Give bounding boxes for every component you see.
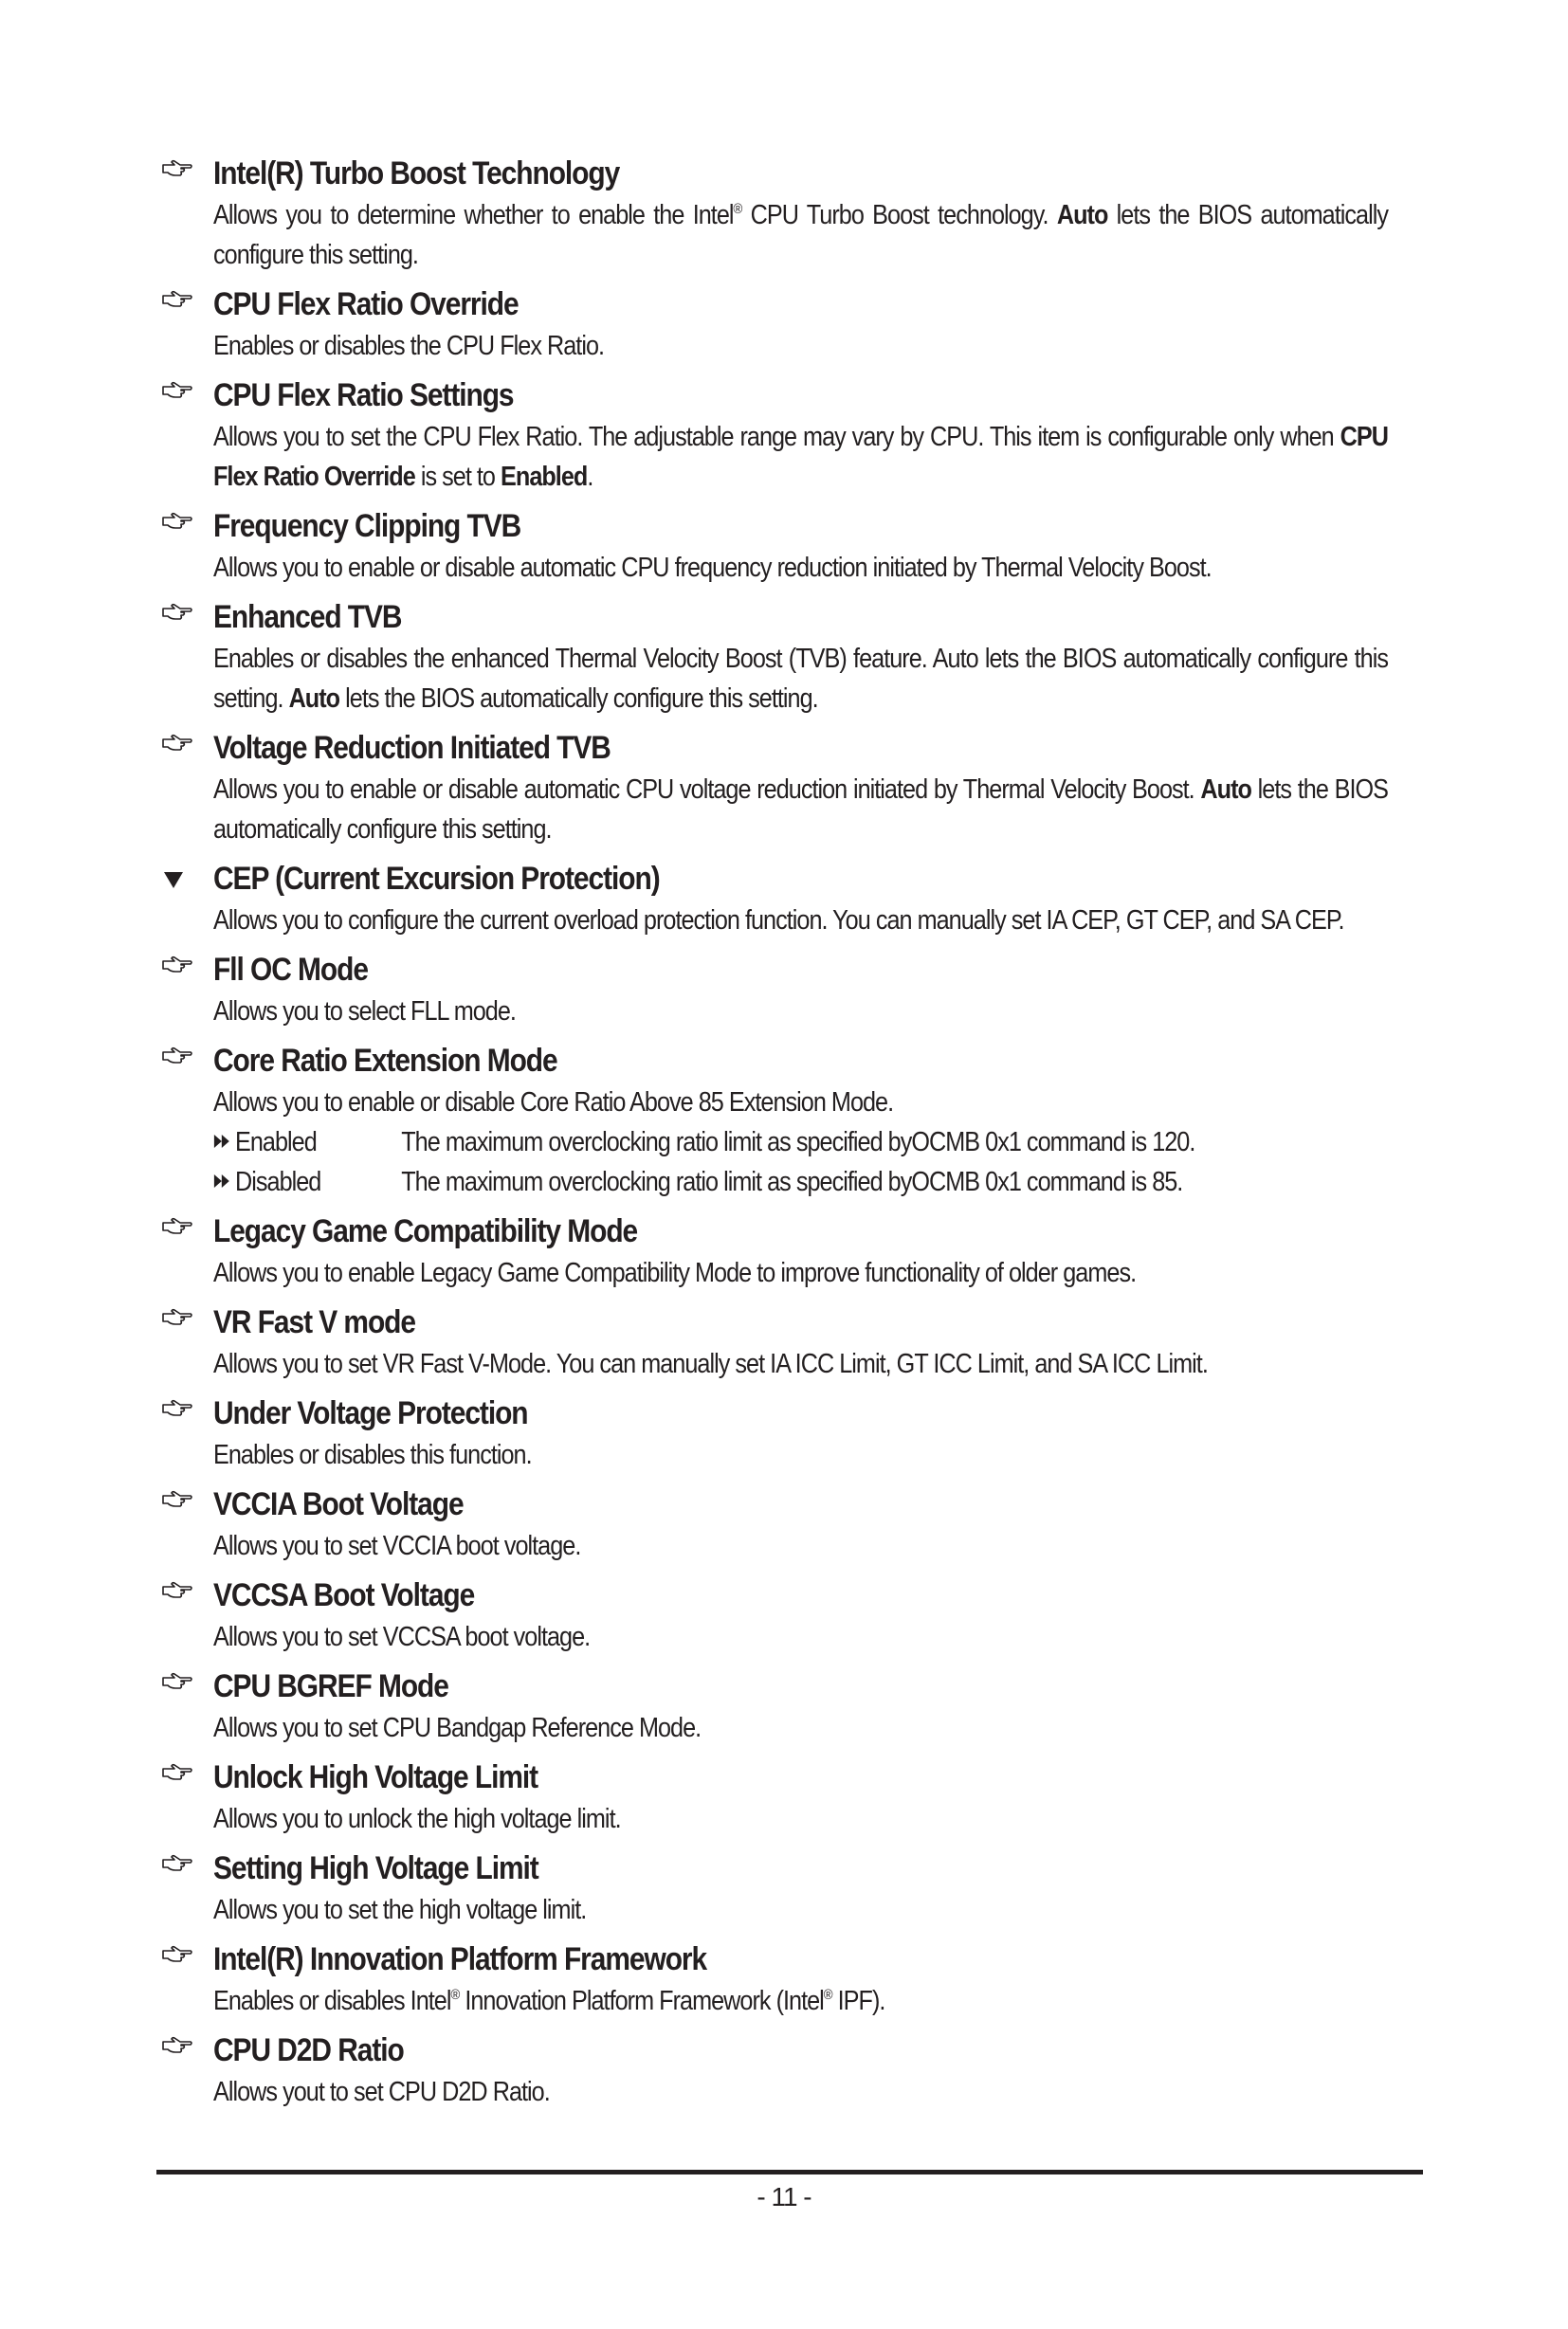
pointing-hand-icon	[161, 603, 195, 631]
setting-description: Allows you to set the high voltage limit.	[213, 1895, 587, 1925]
page-number: - 11 -	[757, 2182, 811, 2211]
setting-entry	[152, 857, 1422, 940]
setting-entry	[152, 152, 1422, 275]
setting-description: Allows you to set VR Fast V-Mode. You can manually set IA ICC Limit, GT ICC Limit, and SA ICC Limit.	[213, 1349, 1208, 1379]
triangle-down-icon	[163, 870, 197, 899]
setting-entry	[152, 1574, 1422, 1657]
setting-title: Setting High Voltage Limit	[213, 1850, 538, 1886]
pointing-hand-icon	[161, 1490, 195, 1519]
pointing-hand-icon	[161, 381, 195, 409]
setting-entry	[152, 948, 1422, 1031]
footer-rule	[156, 2170, 1423, 2174]
setting-title: Legacy Game Compatibility Mode	[213, 1213, 638, 1249]
setting-description: Allows you to set VCCSA boot voltage.	[213, 1622, 591, 1652]
pointing-hand-icon	[161, 1217, 195, 1246]
pointing-hand-icon	[161, 1581, 195, 1610]
setting-title: VCCSA Boot Voltage	[213, 1577, 475, 1613]
setting-entry	[152, 726, 1422, 849]
setting-title: CPU Flex Ratio Settings	[213, 377, 514, 413]
setting-title: Fll OC Mode	[213, 952, 368, 988]
setting-entry	[152, 1210, 1422, 1293]
pointing-hand-icon	[161, 2036, 195, 2065]
setting-title: Core Ratio Extension Mode	[213, 1043, 557, 1079]
pointing-hand-icon	[161, 512, 195, 540]
setting-entry	[152, 595, 1422, 719]
option-name: Enabled	[235, 1127, 317, 1157]
option-description: The maximum overclocking ratio limit as specified byOCMB 0x1 command is 120.	[401, 1127, 1195, 1157]
setting-description: Enables or disables the enhanced Thermal Velocity Boost (TVB) feature. Auto lets the BIOS automatically configure this setting. Auto lets the BIOS automatically configure this setting.	[213, 644, 1388, 714]
setting-description: Enables or disables Intel® Innovation Platform Framework (Intel® IPF).	[213, 1986, 885, 2016]
double-arrow-icon	[213, 1162, 235, 1202]
setting-entry	[152, 1756, 1422, 1839]
pointing-hand-icon	[161, 734, 195, 762]
pointing-hand-icon	[161, 1763, 195, 1792]
setting-title: CPU D2D Ratio	[213, 2032, 404, 2068]
setting-title: Intel(R) Innovation Platform Framework	[213, 1941, 707, 1977]
setting-title: CPU BGREF Mode	[213, 1668, 448, 1704]
setting-title: VCCIA Boot Voltage	[213, 1486, 464, 1522]
option-row	[213, 1162, 1472, 1202]
double-arrow-icon	[213, 1122, 235, 1162]
pointing-hand-icon	[161, 1945, 195, 1974]
setting-entry	[152, 1665, 1422, 1748]
setting-description: Enables or disables this function.	[213, 1440, 532, 1470]
option-description: The maximum overclocking ratio limit as specified byOCMB 0x1 command is 85.	[401, 1167, 1183, 1197]
option-row	[213, 1122, 1472, 1162]
setting-title: CPU Flex Ratio Override	[213, 286, 519, 322]
pointing-hand-icon	[161, 1046, 195, 1075]
pointing-hand-icon	[161, 1854, 195, 1883]
setting-description: Allows you to enable or disable automatic CPU frequency reduction initiated by Thermal Velocity Boost.	[213, 553, 1212, 583]
pointing-hand-icon	[161, 955, 195, 984]
setting-description: Allows you to enable Legacy Game Compatibility Mode to improve functionality of older games.	[213, 1258, 1137, 1288]
setting-description: Allows you to set VCCIA boot voltage.	[213, 1531, 581, 1561]
setting-title: Voltage Reduction Initiated TVB	[213, 730, 611, 766]
pointing-hand-icon	[161, 159, 195, 188]
setting-title: Enhanced TVB	[213, 599, 402, 635]
bios-settings-list	[152, 152, 1422, 2120]
setting-entry	[152, 1483, 1422, 1566]
setting-entry	[152, 1938, 1422, 2021]
setting-title: VR Fast V mode	[213, 1304, 416, 1340]
setting-entry	[152, 282, 1422, 366]
setting-title: Intel(R) Turbo Boost Technology	[213, 155, 620, 191]
pointing-hand-icon	[161, 290, 195, 318]
pointing-hand-icon	[161, 1308, 195, 1337]
option-name: Disabled	[235, 1167, 321, 1197]
setting-entry	[152, 2029, 1422, 2112]
setting-description: Allows you to unlock the high voltage limit.	[213, 1804, 621, 1834]
setting-entry	[152, 504, 1422, 588]
setting-title: Under Voltage Protection	[213, 1395, 528, 1431]
setting-entry	[152, 1847, 1422, 1930]
setting-title: Unlock High Voltage Limit	[213, 1759, 538, 1795]
setting-description: Allows you to enable or disable Core Ratio Above 85 Extension Mode.	[213, 1087, 894, 1118]
pointing-hand-icon	[161, 1672, 195, 1701]
setting-entry	[152, 373, 1422, 497]
setting-entry	[152, 1301, 1422, 1384]
setting-description: Allows you to select FLL mode.	[213, 996, 516, 1027]
setting-description: Enables or disables the CPU Flex Ratio.	[213, 331, 605, 361]
setting-description: Allows you to configure the current overload protection function. You can manually set IA CEP, GT CEP, and SA CEP.	[213, 905, 1344, 936]
setting-description: Allows yout to set CPU D2D Ratio.	[213, 2077, 550, 2107]
setting-description: Allows you to set the CPU Flex Ratio. The adjustable range may vary by CPU. This item is configurable only when CPU Flex Ratio Override is set to Enabled.	[213, 422, 1388, 492]
setting-title: Frequency Clipping TVB	[213, 508, 521, 544]
setting-description: Allows you to determine whether to enable the Intel® CPU Turbo Boost technology. Auto lets the BIOS automatically configure this setting.	[213, 200, 1388, 270]
pointing-hand-icon	[161, 1399, 195, 1428]
setting-title: CEP (Current Excursion Protection)	[213, 861, 660, 897]
setting-description: Allows you to set CPU Bandgap Reference Mode.	[213, 1713, 702, 1743]
setting-entry	[152, 1392, 1422, 1475]
setting-entry	[152, 1039, 1422, 1202]
setting-description: Allows you to enable or disable automatic CPU voltage reduction initiated by Thermal Velocity Boost. Auto lets the BIOS automatically configure this setting.	[213, 774, 1388, 845]
